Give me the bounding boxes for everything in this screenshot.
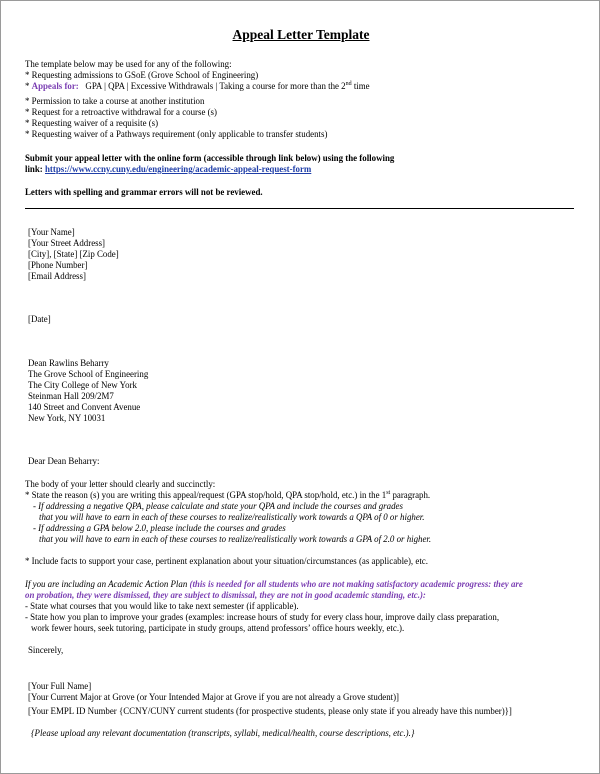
letter-date: [Date] <box>28 314 51 324</box>
state-reason-end: paragraph. <box>390 490 431 500</box>
state-reason-sup: st <box>386 490 391 497</box>
appeals-text-end: time <box>351 81 370 91</box>
gpa-guidance-1: - If addressing a GPA below 2.0, please include the courses and grades <box>33 523 286 533</box>
submit-link-label: link: <box>25 164 45 174</box>
intro-item-pathways: * Requesting waiver of a Pathways requirement (only applicable to transfer students) <box>25 129 328 139</box>
recipient-city: New York, NY 10031 <box>28 413 106 423</box>
submit-link-line <box>25 164 311 174</box>
appeals-label: Appeals for: <box>31 81 79 91</box>
signature-empl-id: [Your EMPL ID Number {CCNY/CUNY current students (for prospective students, please only state if you already have this number)}] <box>28 706 512 716</box>
appeals-bullet: * <box>25 81 32 91</box>
body-state-reason <box>25 490 430 500</box>
intro-item-withdrawal: * Request for a retroactive withdrawal for a course (s) <box>25 107 217 117</box>
body-include-facts: * Include facts to support your case, pertinent explanation about your situation/circumstances (as applicable), etc. <box>25 556 428 566</box>
gpa-guidance-2: that you will have to earn in each of these courses to realize/realistically work towards a GPA of 2.0 or higher. <box>39 534 432 544</box>
qpa-guidance-1: - If addressing a negative QPA, please calculate and state your QPA and include the courses and grades <box>33 501 403 511</box>
submit-instructions: Submit your appeal letter with the online form (accessible through link below) using the following <box>25 153 395 163</box>
sender-name: [Your Name] <box>28 227 75 237</box>
intro-lead: The template below may be used for any of the following: <box>25 59 232 69</box>
sender-city: [City], [State] [Zip Code] <box>28 249 119 259</box>
intro-item-requisite: * Requesting waiver of a requisite (s) <box>25 118 159 128</box>
body-lead: The body of your letter should clearly and succinctly: <box>25 479 216 489</box>
appeal-form-link[interactable]: https://www.ccny.cuny.edu/engineering/academic-appeal-request-form <box>44 164 312 174</box>
plan-intro-text: If you are including an Academic Action Plan <box>25 579 190 589</box>
recipient-street: 140 Street and Convent Avenue <box>28 402 141 412</box>
recipient-school: The Grove School of Engineering <box>28 369 149 379</box>
plan-item-improve: - State how you plan to improve your grades (examples: increase hours of study for every class hour, improve daily class preparation, <box>25 612 500 622</box>
divider <box>25 208 574 209</box>
intro-item-admissions: * Requesting admissions to GSoE (Grove School of Engineering) <box>25 70 259 80</box>
page-title: Appeal Letter Template <box>232 27 370 42</box>
intro-item-appeals <box>25 81 370 91</box>
recipient-college: The City College of New York <box>28 380 137 390</box>
intro-item-permission: * Permission to take a course at another institution <box>25 96 205 106</box>
documentation-note: {Please upload any relevant documentation (transcripts, syllabi, medical/health, course descriptions, etc.).} <box>31 728 415 738</box>
appeals-text: GPA | QPA | Excessive Withdrawals | Taking a course for more than the 2 <box>85 81 346 91</box>
closing: Sincerely, <box>28 645 64 655</box>
sender-email: [Email Address] <box>28 271 86 281</box>
recipient-hall: Steinman Hall 209/2M7 <box>28 391 114 401</box>
qpa-guidance-2: that you will have to earn in each of these courses to realize/realistically work towards a QPA of 0 or higher. <box>39 512 425 522</box>
sender-street: [Your Street Address] <box>28 238 105 248</box>
signature-name: [Your Full Name] <box>28 681 92 691</box>
plan-requirement-2: on probation, they were dismissed, they are subject to dismissal, they are not in good academic standing, etc.): <box>25 590 426 600</box>
recipient-name: Dean Rawlins Beharry <box>28 358 109 368</box>
plan-item-improve-cont: work fewer hours, seek tutoring, participate in study groups, attend professors’ office hours weekly, etc.). <box>31 623 405 633</box>
plan-requirement-1: (this is needed for all students who are not making satisfactory academic progress: they are <box>189 579 523 589</box>
plan-item-courses: - State what courses that you would like to take next semester (if applicable). <box>25 601 299 611</box>
sender-phone: [Phone Number] <box>28 260 88 270</box>
grammar-warning: Letters with spelling and grammar errors will not be reviewed. <box>25 187 263 197</box>
salutation: Dear Dean Beharry: <box>28 456 100 466</box>
signature-major: [Your Current Major at Grove (or Your Intended Major at Grove if you are not already a Grove student)] <box>28 692 400 702</box>
plan-intro <box>25 579 523 589</box>
appeals-sup: nd <box>345 81 352 88</box>
state-reason-text: * State the reason (s) you are writing this appeal/request (GPA stop/hold, QPA stop/hold, etc.) in the 1 <box>25 490 387 500</box>
